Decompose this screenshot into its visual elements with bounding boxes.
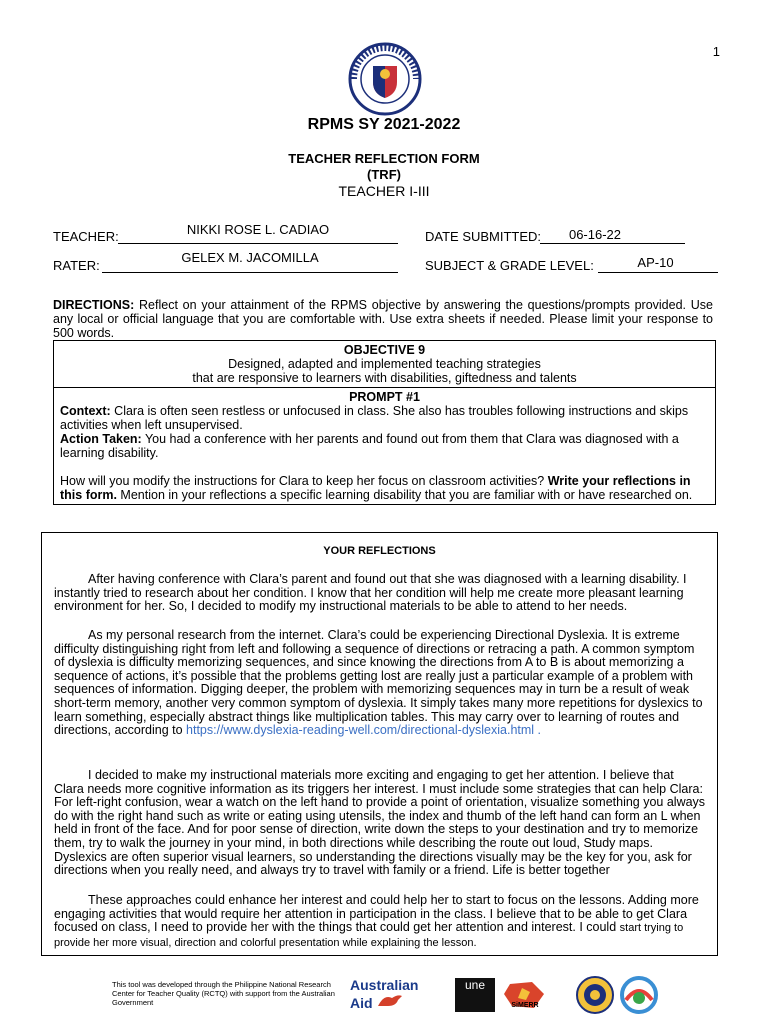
reflection-p4-body: These approaches could enhance her interest and could help her to start to focus on the lessons. Adding more engaging activities that would require her attention in participation in the class. I believe that to be able to get Clara focused on class, I need to provide her with the things that could get her attention and interest. I could [54, 893, 699, 935]
objective-line2: that are responsive to learners with disabilities, giftedness and talents [192, 371, 577, 385]
aid-line1: Australian [350, 977, 419, 993]
reflection-p4-text [54, 894, 706, 950]
date-value: 06-16-22 [568, 227, 622, 242]
page-number: 1 [712, 44, 720, 59]
objective-table [53, 340, 716, 505]
action-text: You had a conference with her parents and found out from them that Clara was diagnosed with a learning disability. [60, 432, 679, 460]
reflection-paragraph-1 [54, 573, 706, 614]
question-text: How will you modify the instructions for Clara to keep her focus on classroom activities? [60, 474, 548, 488]
reflection-paragraph-3 [54, 769, 706, 878]
form-level: TEACHER I-III [338, 183, 430, 199]
objective-line1: Designed, adapted and implemented teaching strategies [228, 357, 541, 371]
teacher-value: NIKKI ROSE L. CADIAO [186, 222, 330, 237]
objective-title: OBJECTIVE 9 [343, 343, 426, 357]
reflection-p1-text: After having conference with Clara’s parent and found out that she was diagnosed with a learning disability. I instantly tried to research about her condition. I know that her condition will help me create more pleasant learning environment for her. So, I decided to modify my instructional materials to be able to attend to her needs. [54, 572, 687, 614]
objective-cell [54, 341, 716, 388]
date-submitted-label: DATE SUBMITTED: [425, 229, 542, 244]
simerr-text: SiMERR [511, 1002, 539, 1009]
prompt-title: PROMPT #1 [349, 390, 420, 404]
reflection-p2-body: As my personal research from the internet. Clara’s could be experiencing Directional Dyslexia. It is extreme difficulty distinguishing right from left and following a sequence of directions or retracing a path. A common symptom of dyslexia is difficulty memorizing sequences, and since knowing the directions from A to B is about memorizing a sequence of actions, it’s possible that the problems getting lost are really just a particular example of a problem with sequences of information. Digging deeper, the problem with memorizing sequences may in turn be a result of weak short-term memory, another very common symptom of dyslexia. It simply takes many more repetitions for dyslexics to learn something, especially abstract things like multiplication tables. This may carry over to learning of routes and directions, according to [54, 628, 703, 738]
rater-label: RATER: [53, 258, 100, 273]
reflections-heading: YOUR REFLECTIONS [323, 545, 436, 557]
prompt-context [60, 404, 709, 432]
reflection-p4-tail: start trying to provide her more visual, direction and colorful presentation while explaining the lesson. [54, 922, 684, 949]
question-bold: Write your reflections in this form. [60, 474, 691, 502]
context-label: Context: [60, 404, 111, 418]
directions [53, 298, 713, 340]
directions-text: Reflect on your attainment of the RPMS objective by answering the questions/prompts provided. Use any local or official language that you are comfortable with. Use extra sheets if needed. Please limit your response to 500 words. [53, 298, 713, 340]
question-tail: Mention in your reflections a specific learning disability that you are familiar with or have researched on. [116, 488, 693, 502]
reflection-paragraph-4 [54, 894, 706, 950]
dyslexia-link[interactable]: https://www.dyslexia-reading-well.com/directional-dyslexia.html . [186, 723, 542, 738]
teacher-label: TEACHER: [53, 229, 119, 244]
form-title: TEACHER REFLECTION FORM [288, 151, 480, 166]
prompt-cell [54, 388, 716, 505]
page-title: RPMS SY 2021-2022 [307, 116, 461, 133]
prompt-question [60, 474, 709, 502]
reflections-box [41, 532, 718, 956]
context-text: Clara is often seen restless or unfocused in class. She also has troubles following instructions and skips activities when left unsupervised. [60, 404, 689, 432]
action-label: Action Taken: [60, 432, 142, 446]
form-abbrev: (TRF) [367, 167, 401, 182]
australian-aid-logo [350, 978, 418, 1010]
rctq-seal-icon [576, 976, 614, 1014]
reflection-p2-text [54, 629, 706, 738]
rater-value: GELEX M. JACOMILLA [181, 250, 319, 265]
aid-line2: Aid [350, 995, 373, 1011]
deped-seal-icon [348, 42, 422, 116]
aid-line2-row [350, 992, 418, 1010]
prompt-action [60, 432, 709, 460]
footer-note: This tool was developed through the Philippine National Research Center for Teacher Quality (RCTQ) with support from the Australian Government [112, 980, 335, 1007]
une-logo [455, 978, 495, 1012]
subject-grade-label: SUBJECT & GRADE LEVEL: [425, 258, 594, 273]
kangaroo-icon [376, 992, 406, 1008]
directions-label: DIRECTIONS: [53, 298, 135, 312]
reflection-paragraph-2 [54, 629, 706, 738]
pnu-logo-icon [620, 976, 658, 1014]
reflection-p3-text: I decided to make my instructional materials more exciting and engaging to get her attention. I believe that Clara needs more cognitive information as its triggers her interest. I must include some strategies that can help Clara: For left-right confusion, wear a watch on the left hand to provide a point of orientation, visualize something you always do with the right hand such as write or eating using utensils, the index and thumb of the left hand can form an L when held in front of the face. And for poor sense of direction, write down the steps to your destination and try to memorize them, try to walk the journey in your mind, in both directions while describing the route out loud, Study maps. Dyslexics are often superior visual learners, so understanding the directions visually may be the key for you, ask for directions when you really need, and always try to travel with family or a friend. Life is better together [54, 768, 706, 878]
subject-value: AP-10 [637, 255, 674, 270]
une-text: une [464, 978, 486, 992]
